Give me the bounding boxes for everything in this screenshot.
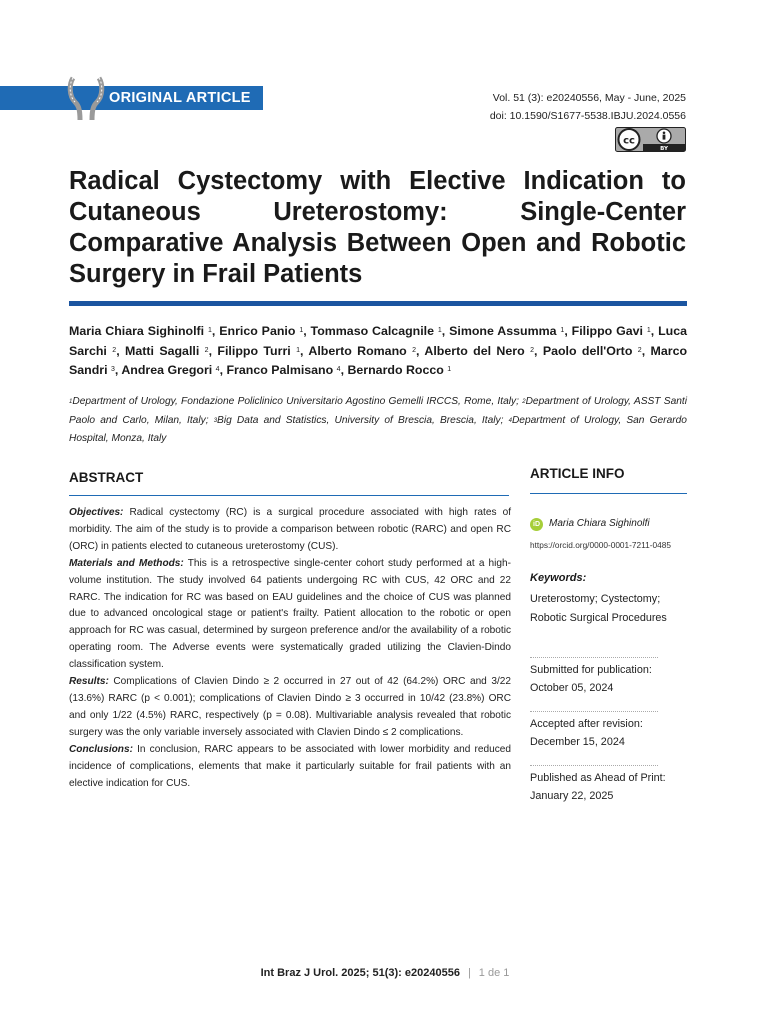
affiliation-number: 3 [213,417,218,424]
author-name: Simone Assumma $^1$ [449,324,565,338]
accepted-label: Accepted after revision: [530,718,643,730]
orcid-url[interactable]: https://orcid.org/0000-0001-7211-0485 [530,540,671,550]
results-label: Results: [69,676,109,688]
author-affiliation-mark: 2 [412,346,417,354]
author-name: Maria Chiara Sighinolfi $^1$ [69,324,212,338]
abstract-divider [69,495,509,496]
affiliation-number: 2 [522,399,526,405]
journal-citation: Int Braz J Urol. 2025; 51(3): e20240556 [260,967,460,979]
affiliation-text: Department of Urology, San Gerardo Hospital, Monza, Italy [69,414,687,444]
author-name: Filippo Turri $^1$ [217,343,301,358]
info-separator [530,657,658,658]
conclusions-label: Conclusions: [69,743,133,755]
page-number: 1 de 1 [478,967,510,979]
author-name: Bernardo Rocco $^1$ [347,363,452,377]
author-affiliation-mark: 3 [111,366,115,373]
abstract-section [69,507,511,552]
page-footer [0,967,770,979]
author-name: Tommaso Calcagnile $^1$ [310,324,442,338]
submitted-label: Submitted for publication: [530,664,652,676]
published-label: Published as Ahead of Print: [530,772,666,784]
affiliations [69,393,687,449]
author-affiliation-mark: 1 [560,327,565,334]
keywords-list [530,590,690,627]
author-name: Filippo Gavi $^1$ [571,324,651,338]
submitted-info [530,662,652,697]
author-name: Luca Sarchi $^2$ [69,324,688,358]
affiliation-text: Department of Urology, Fondazione Policlinico Universitario Agostino Gemelli IRCCS, Rome, Italy; [72,396,519,407]
abstract-section [69,744,511,789]
footer-separator: | [467,967,471,979]
methods-label: Materials and Methods: [69,557,184,569]
author-name: Franco Palmisano $^4$ [226,363,341,377]
affiliation-text: Big Data and Statistics, University of Brescia, Brescia, Italy; [217,414,504,426]
accepted-date: December 15, 2024 [530,735,625,748]
keyword: Cystectomy; [600,593,661,605]
author-affiliation-mark: 1 [447,366,452,373]
author-name: Andrea Gregori $^4$ [121,363,220,377]
author-affiliation-mark: 1 [208,327,212,334]
published-info [530,770,666,805]
author-name: Enrico Panio $^1$ [219,324,304,338]
abstract-section [69,676,511,738]
author-affiliation-mark: 4 [215,366,220,373]
author-name: Alberto del Nero $^2$ [424,343,534,358]
author-name: Paolo dell'Orto $^2$ [542,343,642,358]
info-separator [530,711,658,712]
objectives-text: Radical cystectomy (RC) is a surgical procedure associated with high rates of morbidity. The aim of the study is to provide a comparison between robotic (RARC) and open RC (ORC) in patients elected to cutaneous ureterostomy (CUS). [69,507,511,552]
article-info-heading: ARTICLE INFO [530,466,625,481]
abstract-body [69,505,511,792]
accepted-info [530,716,643,751]
methods-text: This is a retrospective single-center cohort study performed at a high-volume institution. The study involved 64 patients undergoing RC with CUS, 42 ORC and 22 RARC. The indication for RC was based on EAU guidelines and the choice of CUS was planned due to advanced oncological stage or patient's frailty. Patient allocation to the robotic or open approach for RC was casual, determined by surgeon preference and/or the availability of a robotic operating room. The Adverse events were systematically graded utilizing the Clavien-Dindo classification system. [69,557,512,671]
journal-logo-icon [67,72,105,122]
info-separator [530,765,658,766]
doi-link[interactable]: doi: 10.1590/S1677-5538.IBJU.2024.0556 [489,110,686,122]
article-type-label: ORIGINAL ARTICLE [109,90,251,106]
author-affiliation-mark: 2 [637,346,642,354]
article-info-divider [530,493,687,494]
submitted-date: October 05, 2024 [530,681,614,694]
author-name: Alberto Romano $^2$ [308,343,417,358]
author-list: Maria Chiara Sighinolfi $^1$, Enrico Panio $^1$, Tommaso Calcagnile $^1$, Simone Assumma $^1$, Filippo Gavi $^1$, Luca Sarchi $^2$, Matti Sagalli $^2$, Filippo Turri $^1$, Alberto Romano $^2$, Alberto del Nero $^2$, Paolo dell'Orto $^2$, Marco Sandri $^3$, Andrea Gregori $^4$, Franco Palmisano $^4$, Bernardo Rocco $^1$ [69,324,688,377]
author-affiliation-mark: 1 [299,327,304,334]
keywords-label: Keywords: [530,572,587,584]
author-affiliation-mark: 2 [112,346,117,354]
title-divider [69,301,687,306]
affiliation-number: 1 [69,399,73,405]
author-name: Matti Sagalli $^2$ [125,343,209,358]
conclusions-text: In conclusion, RARC appears to be associated with lower morbidity and reduced incidence of complications, elements that make it particularly suitable for frail patients with an elective indication for CUS. [69,743,511,789]
keyword: Robotic Surgical Procedures [530,611,667,624]
cc-by-icon[interactable] [615,127,686,152]
orcid-icon[interactable]: iD [530,518,543,531]
author-affiliation-mark: 2 [204,346,209,354]
author-affiliation-mark: 4 [336,366,341,373]
author-affiliation-mark: 1 [296,346,301,354]
svg-text:cc: cc [623,135,635,147]
objectives-label: Objectives: [69,507,124,518]
affiliation-number: 4 [508,417,512,424]
affiliation-text: Department of Urology, ASST Santi Paolo and Carlo, Milan, Italy; [69,396,688,426]
author-name: Marco Sandri $^3$ [69,343,688,377]
svg-text:BY: BY [660,146,668,152]
keyword: Ureterostomy; [530,593,598,605]
article-meta [490,89,686,125]
orcid-author-name[interactable]: Maria Chiara Sighinolfi [549,518,650,529]
author-affiliation-mark: 2 [530,346,534,354]
author-affiliation-mark: 1 [646,327,651,334]
author-affiliation-mark: 1 [437,327,442,334]
results-text: Complications of Clavien Dindo ≥ 2 occurred in 27 out of 42 (64.2%) ORC and 3/22 (13.6%) RARC (p < 0.001); complications of Clavien Dindo ≥ 3 occurred in 10/42 (23.8%) ORC and only 1/22 (4.5%) RARC, respectively (p = 0.08). Multivariable analysis revealed that robotic surgery was the only variable inversely associated with Clavien Dindo ≤ 2 complications. [69,676,511,738]
abstract-section [69,558,511,670]
volume-info: Vol. 51 (3): e20240556, May - June, 2025 [492,92,686,104]
article-title: Radical Cystectomy with Elective Indication to Cutaneous Ureterostomy: Single-Center Comparative Analysis Between Open and Robotic Surgery in Frail Patients [69,167,686,288]
published-date: January 22, 2025 [530,789,614,802]
abstract-heading: ABSTRACT [69,470,144,485]
